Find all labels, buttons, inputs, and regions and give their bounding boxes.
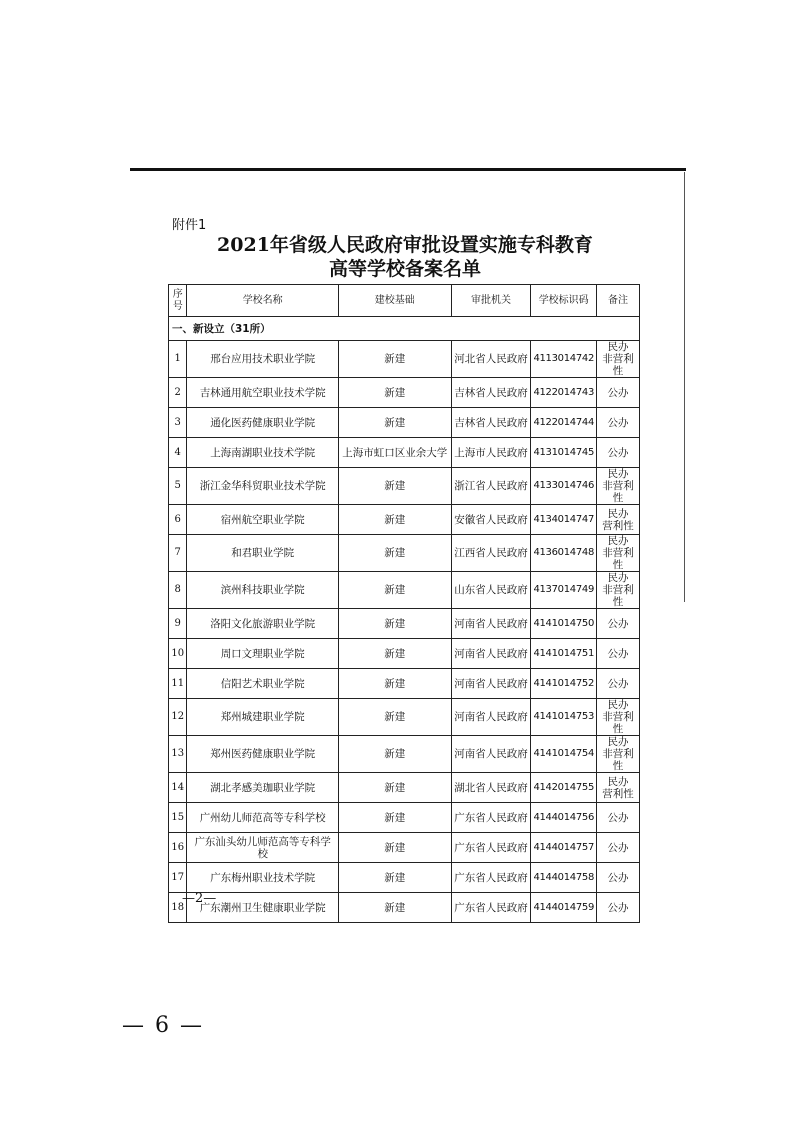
founding-basis: 新建 xyxy=(338,863,451,893)
school-code: 4141014753 xyxy=(531,699,597,736)
school-name: 广东梅州职业技术学院 xyxy=(187,863,339,893)
table-row xyxy=(169,468,640,505)
document-subtitle: 高等学校备案名单 xyxy=(328,258,481,280)
row-number: 15 xyxy=(169,803,187,833)
header-base: 建校基础 xyxy=(338,285,451,317)
founding-basis: 新建 xyxy=(338,736,451,773)
table-row xyxy=(169,699,640,736)
school-code: 4141014751 xyxy=(531,639,597,669)
school-name: 宿州航空职业学院 xyxy=(187,505,339,535)
approval-authority: 山东省人民政府 xyxy=(451,572,531,609)
row-number: 10 xyxy=(169,639,187,669)
school-name: 吉林通用航空职业技术学院 xyxy=(187,378,339,408)
approval-authority: 上海市人民政府 xyxy=(451,438,531,468)
approval-authority: 江西省人民政府 xyxy=(451,535,531,572)
school-name: 洛阳文化旅游职业学院 xyxy=(187,609,339,639)
table-row xyxy=(169,378,640,408)
row-number: 7 xyxy=(169,535,187,572)
school-code: 4131014745 xyxy=(531,438,597,468)
remark: 公办 xyxy=(596,803,639,833)
school-code: 4141014750 xyxy=(531,609,597,639)
table-row xyxy=(169,535,640,572)
school-name: 广东汕头幼儿师范高等专科学校 xyxy=(187,833,339,863)
school-name: 信阳艺术职业学院 xyxy=(187,669,339,699)
remark: 民办 非营利性 xyxy=(596,736,639,773)
remark: 公办 xyxy=(596,639,639,669)
approval-authority: 河南省人民政府 xyxy=(451,736,531,773)
school-code: 4137014749 xyxy=(531,572,597,609)
table-row xyxy=(169,833,640,863)
remark: 民办 非营利性 xyxy=(596,341,639,378)
approval-authority: 广东省人民政府 xyxy=(451,893,531,923)
school-code: 4134014747 xyxy=(531,505,597,535)
row-number: 12 xyxy=(169,699,187,736)
school-code: 4142014755 xyxy=(531,773,597,803)
school-code: 4141014752 xyxy=(531,669,597,699)
remark: 民办 非营利性 xyxy=(596,468,639,505)
header-no: 序号 xyxy=(169,285,187,317)
table-row xyxy=(169,863,640,893)
table-row xyxy=(169,572,640,609)
school-name: 广州幼儿师范高等专科学校 xyxy=(187,803,339,833)
founding-basis: 新建 xyxy=(338,803,451,833)
row-number: 9 xyxy=(169,609,187,639)
row-number: 11 xyxy=(169,669,187,699)
school-name: 湖北孝感美珈职业学院 xyxy=(187,773,339,803)
table-row xyxy=(169,639,640,669)
founding-basis: 新建 xyxy=(338,341,451,378)
school-name: 郑州城建职业学院 xyxy=(187,699,339,736)
school-name: 浙江金华科贸职业技术学院 xyxy=(187,468,339,505)
founding-basis: 上海市虹口区业余大学 xyxy=(338,438,451,468)
school-code: 4122014743 xyxy=(531,378,597,408)
approval-authority: 吉林省人民政府 xyxy=(451,378,531,408)
remark: 民办 营利性 xyxy=(596,505,639,535)
row-number: 2 xyxy=(169,378,187,408)
table-row xyxy=(169,341,640,378)
founding-basis: 新建 xyxy=(338,669,451,699)
remark: 公办 xyxy=(596,893,639,923)
row-number: 14 xyxy=(169,773,187,803)
remark: 公办 xyxy=(596,438,639,468)
school-code: 4122014744 xyxy=(531,408,597,438)
founding-basis: 新建 xyxy=(338,833,451,863)
approval-authority: 河南省人民政府 xyxy=(451,609,531,639)
school-name: 和君职业学院 xyxy=(187,535,339,572)
row-number: 16 xyxy=(169,833,187,863)
remark: 公办 xyxy=(596,408,639,438)
school-name: 上海南湖职业技术学院 xyxy=(187,438,339,468)
founding-basis: 新建 xyxy=(338,408,451,438)
school-code: 4133014746 xyxy=(531,468,597,505)
table-row xyxy=(169,669,640,699)
school-code: 4144014756 xyxy=(531,803,597,833)
section-label: 一、新设立（31所） xyxy=(169,317,640,341)
attachment-label: 附件1 xyxy=(172,218,207,233)
table-row xyxy=(169,893,640,923)
table-row xyxy=(169,505,640,535)
remark: 公办 xyxy=(596,863,639,893)
founding-basis: 新建 xyxy=(338,535,451,572)
approval-authority: 河南省人民政府 xyxy=(451,699,531,736)
school-code: 4113014742 xyxy=(531,341,597,378)
founding-basis: 新建 xyxy=(338,639,451,669)
approval-authority: 吉林省人民政府 xyxy=(451,408,531,438)
table-row xyxy=(169,736,640,773)
remark: 民办 非营利性 xyxy=(596,535,639,572)
founding-basis: 新建 xyxy=(338,505,451,535)
founding-basis: 新建 xyxy=(338,468,451,505)
school-name: 通化医药健康职业学院 xyxy=(187,408,339,438)
row-number: 18 xyxy=(169,893,187,923)
row-number: 6 xyxy=(169,505,187,535)
remark: 公办 xyxy=(596,609,639,639)
school-name: 邢台应用技术职业学院 xyxy=(187,341,339,378)
row-number: 3 xyxy=(169,408,187,438)
inner-page-number: —2— xyxy=(182,891,217,906)
approval-authority: 安徽省人民政府 xyxy=(451,505,531,535)
school-name: 滨州科技职业学院 xyxy=(187,572,339,609)
remark: 民办 非营利性 xyxy=(596,572,639,609)
school-name: 广东潮州卫生健康职业学院 xyxy=(187,893,339,923)
school-name: 周口文理职业学院 xyxy=(187,639,339,669)
school-code: 4136014748 xyxy=(531,535,597,572)
row-number: 1 xyxy=(169,341,187,378)
school-code: 4144014759 xyxy=(531,893,597,923)
approval-authority: 浙江省人民政府 xyxy=(451,468,531,505)
table-row xyxy=(169,609,640,639)
table-header-row xyxy=(169,285,640,317)
founding-basis: 新建 xyxy=(338,699,451,736)
table-row xyxy=(169,438,640,468)
remark: 公办 xyxy=(596,378,639,408)
school-list-table xyxy=(168,284,640,923)
approval-authority: 河南省人民政府 xyxy=(451,639,531,669)
school-code: 4141014754 xyxy=(531,736,597,773)
document-title: 2021年省级人民政府审批设置实施专科教育 xyxy=(217,234,593,256)
page-edge-line xyxy=(684,172,685,602)
document-frame xyxy=(130,168,686,171)
header-authority: 审批机关 xyxy=(451,285,531,317)
remark: 公办 xyxy=(596,833,639,863)
table-row xyxy=(169,408,640,438)
school-code: 4144014758 xyxy=(531,863,597,893)
approval-authority: 广东省人民政府 xyxy=(451,803,531,833)
header-note: 备注 xyxy=(596,285,639,317)
row-number: 13 xyxy=(169,736,187,773)
school-code: 4144014757 xyxy=(531,833,597,863)
row-number: 4 xyxy=(169,438,187,468)
approval-authority: 河南省人民政府 xyxy=(451,669,531,699)
founding-basis: 新建 xyxy=(338,893,451,923)
approval-authority: 湖北省人民政府 xyxy=(451,773,531,803)
table-row xyxy=(169,773,640,803)
row-number: 8 xyxy=(169,572,187,609)
remark: 公办 xyxy=(596,669,639,699)
row-number: 17 xyxy=(169,863,187,893)
table-row xyxy=(169,803,640,833)
remark: 民办 非营利性 xyxy=(596,699,639,736)
founding-basis: 新建 xyxy=(338,378,451,408)
founding-basis: 新建 xyxy=(338,773,451,803)
founding-basis: 新建 xyxy=(338,572,451,609)
row-number: 5 xyxy=(169,468,187,505)
approval-authority: 广东省人民政府 xyxy=(451,863,531,893)
header-name: 学校名称 xyxy=(187,285,339,317)
section-row xyxy=(169,317,640,341)
approval-authority: 河北省人民政府 xyxy=(451,341,531,378)
founding-basis: 新建 xyxy=(338,609,451,639)
school-name: 郑州医药健康职业学院 xyxy=(187,736,339,773)
remark: 民办 营利性 xyxy=(596,773,639,803)
outer-page-number: — 6 — xyxy=(122,1013,204,1038)
header-code: 学校标识码 xyxy=(531,285,597,317)
approval-authority: 广东省人民政府 xyxy=(451,833,531,863)
